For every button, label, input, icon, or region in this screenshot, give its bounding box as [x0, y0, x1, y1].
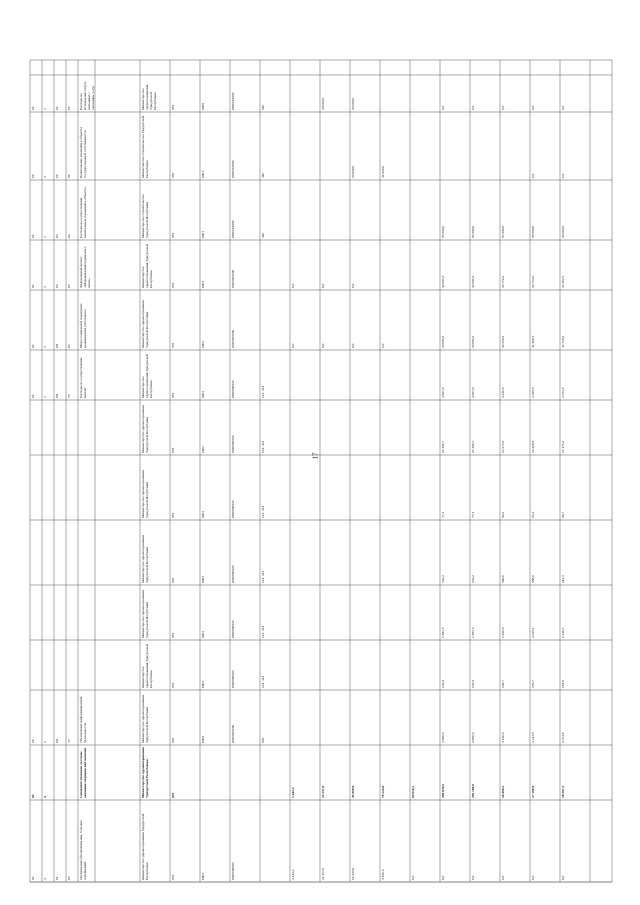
table-cell-target: 0920950820 [231, 670, 235, 688]
table-cell-value: 1 881,5 [471, 627, 475, 638]
table-cell-value: 3 442,2 [291, 787, 295, 798]
table-cell-value: 566,0 [501, 575, 505, 583]
table-cell-value: 0,0 [471, 875, 475, 880]
table-cell-col-b: 3 [43, 176, 47, 178]
table-cell-name: Расходы на осуществление выплат [79, 357, 87, 398]
table-cell-name: Расходы на осуществление капитальных вложений в объекты [79, 187, 87, 238]
table-cell-agency: Министерство здравоохранения Удмуртской Республики [141, 535, 149, 583]
table-cell-col-c: N9 [55, 393, 59, 398]
table-cell-value: 143,9 [471, 680, 475, 688]
table-cell-value: 544,2 [441, 575, 445, 583]
table-cell-target: 0920100000 [231, 862, 235, 880]
table-cell-value: 161,9 [561, 680, 565, 688]
table-cell-agency: Министерство здравоохранения Удмуртской Республики [141, 813, 149, 880]
table-cell-section: 0902 [201, 391, 205, 398]
table-cell-name: Совершенствование системы оказания медицинской помощи [79, 747, 87, 798]
table-cell-col-d: 72 [67, 739, 71, 743]
table-cell-value: 1 881,5 [441, 627, 445, 638]
table-cell-value: 3 120,0 [501, 732, 505, 743]
table-cell-code: 855 [171, 172, 175, 178]
table-cell-agency: Министерство здравоохранения Удмуртской Республики [141, 244, 153, 288]
table-cell-code: 855 [171, 447, 175, 453]
table-cell-value: 0,0 [531, 173, 535, 178]
table-cell-value: 3 244,8 [531, 732, 535, 743]
table-cell-vr: 121, 321 [261, 570, 265, 583]
table-cell-col-a: 02 [31, 394, 35, 398]
table-cell-value: 34 714,5 [531, 275, 535, 288]
table-cell-target: 0920950820 [231, 565, 235, 583]
table-cell-value: 0,0 [501, 105, 505, 110]
table-cell-value: 0,0 [291, 283, 295, 288]
table-cell-section: 0902 [201, 341, 205, 348]
table-cell-col-b: 3 [43, 108, 47, 110]
table-cell-section: 0902 [201, 631, 205, 638]
table-cell-value: 22 380,7 [471, 440, 475, 453]
table-cell-col-a: 02 [31, 739, 35, 743]
table-cell-agency: Министерство здравоохранения Удмуртской Республики [141, 300, 149, 348]
table-cell-col-a: 02 [31, 234, 35, 238]
table-cell-value: 0,0 [441, 875, 445, 880]
table-cell-target: 092N955190 [231, 329, 235, 348]
table-cell-value: 0,0 [351, 283, 355, 288]
table-cell-vr: 121, 321 [261, 385, 265, 398]
table-cell-value: 588,6 [531, 575, 535, 583]
table-cell-agency: Министерство здравоохранения Удмуртской Республики [141, 470, 149, 518]
table-cell-code: 855 [171, 682, 175, 688]
table-cell-value: 0,0 [351, 343, 355, 348]
table-cell-agency: Министерство здравоохранения Удмуртской Республики [141, 84, 157, 110]
table-cell-value: 94 019,3 [411, 785, 415, 798]
table-cell-col-a: 02 [31, 174, 35, 178]
table-cell-vr: 121, 321 [261, 675, 265, 688]
table-cell-value: 208 870,6 [441, 784, 445, 798]
table-cell-target: 0920950820 [231, 435, 235, 453]
table-cell-value: 0,0 [561, 105, 565, 110]
table-cell-value: 4 398,8 [531, 387, 535, 398]
table-cell-value: 30 259,2 [501, 335, 505, 348]
table-cell-value: 25 175,2 [561, 440, 565, 453]
table-cell-code: 855 [171, 792, 175, 798]
table-cell-value: 95 890,0 [501, 225, 505, 238]
table-cell-value: 0,0 [561, 875, 565, 880]
table-cell-value: 3 426,4 [381, 869, 385, 880]
table-cell-value: 36 000,0 [561, 225, 565, 238]
table-cell-value: 22 257,0 [321, 867, 325, 880]
table-cell-value: 0,0 [381, 343, 385, 348]
table-cell-value: 77,1 [471, 511, 475, 518]
table-cell-code: 855 [171, 342, 175, 348]
table-cell-code: 855 [171, 232, 175, 238]
table-cell-value: 33 770,2 [501, 275, 505, 288]
table-cell-vr: 121, 321 [261, 505, 265, 518]
table-cell-target: 0920950820 [231, 500, 235, 518]
table-cell-col-d: 00 [67, 284, 71, 288]
table-cell-value: 28 496,3 [501, 785, 505, 798]
table-cell-name: Капитальные вложения в объекты государственной собственности [79, 127, 87, 178]
table-cell-name: Обеспечение информационной безопасности [79, 696, 87, 743]
table-cell-code: 855 [171, 512, 175, 518]
table-cell-agency: Министерство здравоохранения Удмуртской Республики [141, 405, 149, 453]
table-cell-target: 0920161990 [231, 220, 235, 238]
table-cell-col-c: 02 [55, 174, 59, 178]
table-cell-section: 0909 [201, 103, 205, 110]
table-cell-value: 22 380,7 [441, 440, 445, 453]
table-cell-value: 0,0 [561, 173, 565, 178]
table-cell-code: 855 [171, 632, 175, 638]
table-cell-value: 4 067,9 [471, 387, 475, 398]
table-cell-value: 544,2 [471, 575, 475, 583]
table-cell-value: 20 000,0 [351, 97, 355, 110]
table-cell-col-a: 02 [31, 794, 35, 798]
table-cell-col-b: 3 [43, 346, 47, 348]
table-cell-value: 0,0 [321, 343, 325, 348]
table-cell-code: 855 [171, 282, 175, 288]
table-cell-value: 143,9 [441, 680, 445, 688]
table-cell-value: 4 575,8 [561, 387, 565, 398]
table-cell-value: 32 729,2 [561, 335, 565, 348]
table-cell-value: 3 000,0 [441, 732, 445, 743]
table-cell-col-a: 02 [31, 876, 35, 880]
table-cell-vr: 810 [261, 104, 265, 110]
table-cell-section: 0902 [201, 446, 205, 453]
table-cell-target: 0920950820 [231, 620, 235, 638]
table-cell-code: 855 [171, 874, 175, 880]
table-cell-value: 4 230,6 [501, 387, 505, 398]
table-cell-name: Организация обеспечения лиц, больных гемофилией [79, 820, 87, 880]
table-cell-col-d: 00 [67, 876, 71, 880]
table-cell-target: 0920950820 [231, 380, 235, 398]
table-cell-vr: 410 [261, 232, 265, 238]
table-cell-name: Меры социальной поддержки медицинским работникам [79, 303, 87, 348]
table-cell-value: 29 095,3 [471, 335, 475, 348]
table-cell-value: 41 000,0 [381, 165, 385, 178]
table-cell-value: 86,7 [561, 511, 565, 518]
table-cell-value: 80,2 [501, 511, 505, 518]
table-cell-code: 855 [171, 737, 175, 743]
table-cell-col-c: 03 [55, 284, 59, 288]
table-cell-value: 0,0 [501, 875, 505, 880]
table-cell-value: 0,0 [531, 105, 535, 110]
table-cell-target: 092N955190 [231, 269, 235, 288]
table-cell-agency: Министерство строительства Удмуртской Республики [141, 194, 149, 238]
table-cell-target: 092N955190 [231, 724, 235, 743]
table-cell-value: 28 397,2 [561, 785, 565, 798]
table-cell-section: 0902 [201, 681, 205, 688]
table-cell-value: 266 190,0 [471, 784, 475, 798]
table-cell-code: 855 [171, 392, 175, 398]
table-cell-col-b: 3 [43, 741, 47, 743]
table-cell-value: 29 095,3 [441, 335, 445, 348]
table-cell-name: Расходы на возмещение затрат, связанных с оказанием услуг [79, 81, 95, 110]
table-cell-code: 855 [171, 104, 175, 110]
table-cell-col-b: 3 [43, 236, 47, 238]
table-cell-section: 0902 [201, 873, 205, 880]
table-cell-col-d: 00 [67, 344, 71, 348]
table-cell-col-d: 64 [67, 234, 71, 238]
table-cell-value: 1 956,8 [501, 627, 505, 638]
table-cell-col-c: N9 [55, 343, 59, 348]
table-cell-col-c: 03 [55, 234, 59, 238]
table-cell-agency: Министерство здравоохранения Удмуртской Республики [141, 695, 149, 743]
table-cell-col-c: N9 [55, 738, 59, 743]
table-cell-agency: Министерство здравоохранения Удмуртской Республики [141, 644, 153, 688]
table-cell-value: 612,1 [561, 575, 565, 583]
table-cell-value: 20 000,0 [351, 165, 355, 178]
table-cell-agency: Министерство здравоохранения Удмуртской Республики [141, 590, 149, 638]
table-cell-vr: 121, 321 [261, 440, 265, 453]
table-cell-col-b: 4 [43, 878, 47, 880]
table-cell-value: 149,7 [501, 680, 505, 688]
table-cell-value: 28 000,0 [321, 97, 325, 110]
table-cell-value: 10 445,6 [351, 867, 355, 880]
table-cell-value: 32 095,3 [441, 275, 445, 288]
table-cell-col-d: 76 [67, 394, 71, 398]
table-cell-section: 0901 [201, 231, 205, 238]
table-cell-col-b: 3 [43, 286, 47, 288]
table-cell-agency: Министерство здравоохранения Удмуртской Республики [141, 747, 149, 798]
table-cell-col-d: 66 [67, 174, 71, 178]
table-cell-value: 4 067,9 [441, 387, 445, 398]
table-cell-value: 2 035,1 [531, 627, 535, 638]
table-cell-col-d: 65 [67, 106, 71, 110]
table-cell-col-a: 02 [31, 344, 35, 348]
table-cell-value: 2 116,5 [561, 627, 565, 638]
table-cell-agency: Министерство строительства Удмуртской Республики [141, 115, 149, 178]
table-cell-vr: 853 [261, 737, 265, 743]
table-cell-agency: Министерство здравоохранения Удмуртской Республики [141, 354, 153, 398]
table-cell-section: 0909 [201, 736, 205, 743]
table-cell-target: 0920161880 [231, 92, 235, 110]
table-cell-col-c: 01 [55, 876, 59, 880]
table-cell-value: 0,0 [411, 875, 415, 880]
table-cell-value: 3 374,6 [561, 732, 565, 743]
table-cell-value: 23 275,9 [501, 440, 505, 453]
table-cell-value: 3 442,2 [291, 869, 295, 880]
table-cell-value: 3 000,0 [471, 732, 475, 743]
table-cell-section: 0902 [201, 576, 205, 583]
table-cell-col-b: 3 [43, 396, 47, 398]
table-cell-value: 83,4 [531, 511, 535, 518]
table-cell-value: 27 180,8 [531, 785, 535, 798]
table-cell-value: 95 890,0 [441, 225, 445, 238]
table-cell-section: 0902 [201, 511, 205, 518]
table-cell-code: 855 [171, 577, 175, 583]
table-cell-vr: 121, 321 [261, 625, 265, 638]
table-cell-value: 88 889,0 [531, 225, 535, 238]
table-cell-value: 0,0 [471, 105, 475, 110]
table-cell-value: 155,7 [531, 680, 535, 688]
table-cell-value: 0,0 [321, 283, 325, 288]
table-cell-col-c: 02 [55, 106, 59, 110]
table-cell-value: 0,0 [441, 105, 445, 110]
table-cell-section: 0901 [201, 171, 205, 178]
table-cell-name: Федеральный проект «Модернизация первичного звена» [79, 246, 91, 288]
table-cell-value: 31 460,5 [531, 335, 535, 348]
table-cell-value: 0,0 [291, 343, 295, 348]
page-number: 17 [311, 452, 320, 460]
table-cell-value: 34 102,5 [561, 275, 565, 288]
table-cell-vr: 410 [261, 172, 265, 178]
table-cell-col-a: 02 [31, 106, 35, 110]
table-cell-value: 95 890,0 [471, 225, 475, 238]
table-cell-col-b: 4 [43, 796, 47, 798]
table-cell-value: 79 226,0 [381, 785, 385, 798]
table-cell-value: 45 869,9 [351, 785, 355, 798]
table-cell-value: 0,0 [531, 875, 535, 880]
table-cell-value: 32 095,3 [471, 275, 475, 288]
table-cell-value: 22 257,0 [321, 785, 325, 798]
table-cell-target: 0920161990 [231, 160, 235, 178]
table-cell-value: 77,1 [441, 511, 445, 518]
table-cell-section: 0901 [201, 281, 205, 288]
table-cell-col-a: 02 [31, 284, 35, 288]
table-cell-value: 24 206,9 [531, 440, 535, 453]
